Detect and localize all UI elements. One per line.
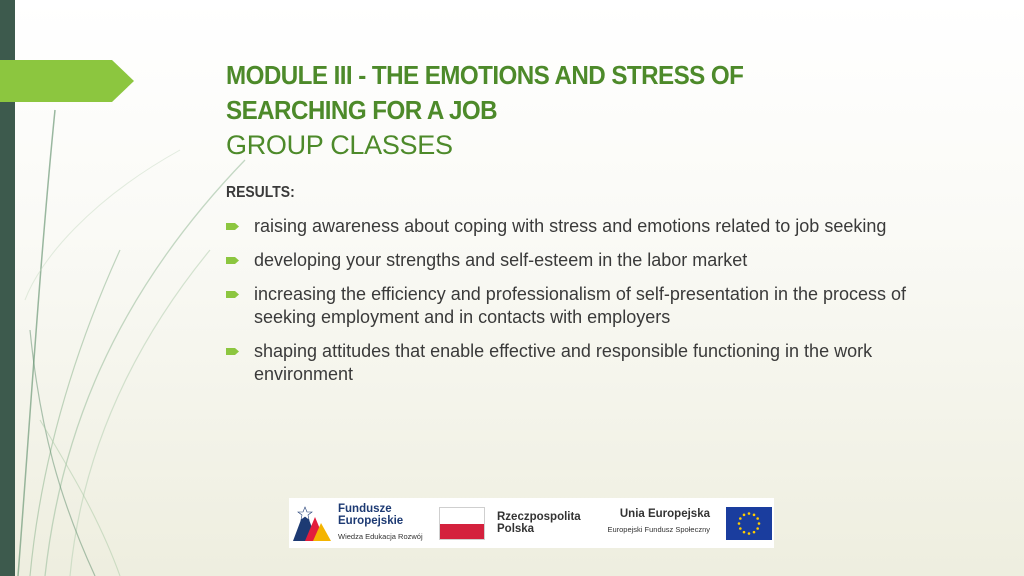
pl-line-2: Polska [497, 523, 535, 535]
list-item [226, 215, 956, 238]
unia-europejska-logo [607, 500, 772, 546]
list-item-text: developing your strengths and self-esteem in the labor market [254, 250, 748, 270]
slide-title-block [226, 58, 926, 162]
fundusze-europejskie-logo [291, 500, 451, 546]
eu-star [743, 514, 746, 517]
list-item [226, 283, 956, 329]
fe-logo-subtext: Wiedza Edukacja Rozwój [338, 532, 423, 541]
eu-star [758, 522, 761, 525]
list-item-text: increasing the efficiency and professionalism of self-presentation in the process of seeking employment and in contacts with employers [254, 284, 907, 327]
eu-star [739, 517, 742, 520]
arrow-bullet-icon [226, 348, 239, 355]
eu-star [756, 517, 759, 520]
eu-star [748, 512, 751, 515]
results-list [226, 215, 956, 397]
fe-line-2: Europejskie [338, 515, 404, 527]
eu-star [739, 527, 742, 530]
eu-logo-title: Unia Europejska [619, 508, 710, 520]
arrow-bullet-icon [226, 223, 239, 230]
eu-star [748, 532, 751, 535]
rzeczpospolita-polska-logo [439, 500, 599, 546]
eu-star [753, 514, 756, 517]
section-arrow-tab [0, 60, 134, 102]
fe-line-1: Fundusze [338, 503, 392, 515]
arrow-bullet-icon [226, 257, 239, 264]
list-item-text: shaping attitudes that enable effective and responsible functioning in the work environment [254, 341, 873, 384]
pl-logo-text [497, 511, 581, 535]
eu-star [738, 522, 741, 525]
list-item-text: raising awareness about coping with stress and emotions related to job seeking [254, 216, 887, 236]
list-item [226, 340, 956, 386]
slide-title-line-1: MODULE III - THE EMOTIONS AND STRESS OF [226, 60, 744, 90]
eu-star [753, 531, 756, 534]
fe-logo-text [338, 503, 403, 527]
arrow-bullet-icon [226, 291, 239, 298]
results-heading: RESULTS: [226, 184, 295, 201]
poland-flag-icon [439, 507, 485, 540]
funding-logo-bar [289, 498, 774, 548]
list-item [226, 249, 956, 272]
slide-title-line-2: SEARCHING FOR A JOB [226, 95, 498, 125]
fe-star-logo-icon [291, 503, 335, 543]
eu-logo-subtext: Europejski Fundusz Społeczny [607, 525, 710, 534]
eu-flag-icon [726, 507, 772, 540]
pl-line-1: Rzeczpospolita [497, 511, 581, 523]
eu-star [756, 527, 759, 530]
slide-subtitle: GROUP CLASSES [226, 130, 453, 160]
eu-star [743, 531, 746, 534]
